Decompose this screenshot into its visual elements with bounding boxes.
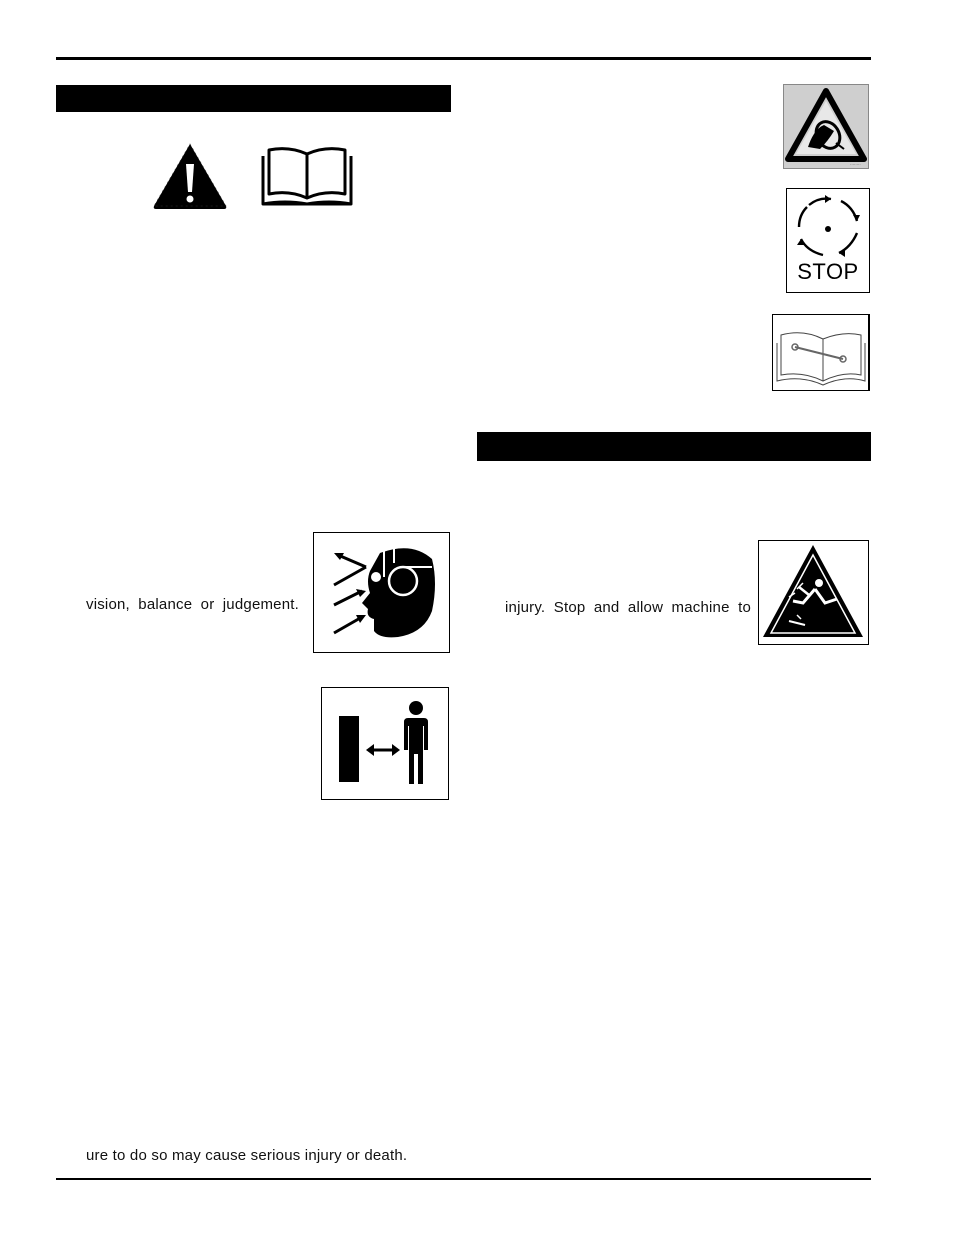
wait-for-rotation-stop-icon xyxy=(786,188,870,293)
warning-triangle-icon xyxy=(152,142,228,210)
section-header-bar-left xyxy=(56,85,451,112)
right-fragment-injury: injury. Stop and allow machine to xyxy=(505,599,751,616)
service-manual-icon xyxy=(772,314,870,391)
top-rule xyxy=(56,57,871,60)
bottom-rule xyxy=(56,1178,871,1180)
stop-label: STOP xyxy=(797,259,859,284)
entanglement-hazard-icon xyxy=(783,84,869,169)
eye-ear-protection-icon xyxy=(313,532,450,653)
keep-clearance-icon xyxy=(321,687,449,800)
left-fragment-failure: ure to do so may cause serious injury or death. xyxy=(86,1147,408,1164)
svg-text:········: ········ xyxy=(850,162,861,167)
operator-manual-icon xyxy=(259,146,355,208)
section-header-bar-right xyxy=(477,432,871,461)
left-fragment-vision: vision, balance or judgement. xyxy=(86,596,299,613)
thrown-object-hazard-icon xyxy=(758,540,869,645)
